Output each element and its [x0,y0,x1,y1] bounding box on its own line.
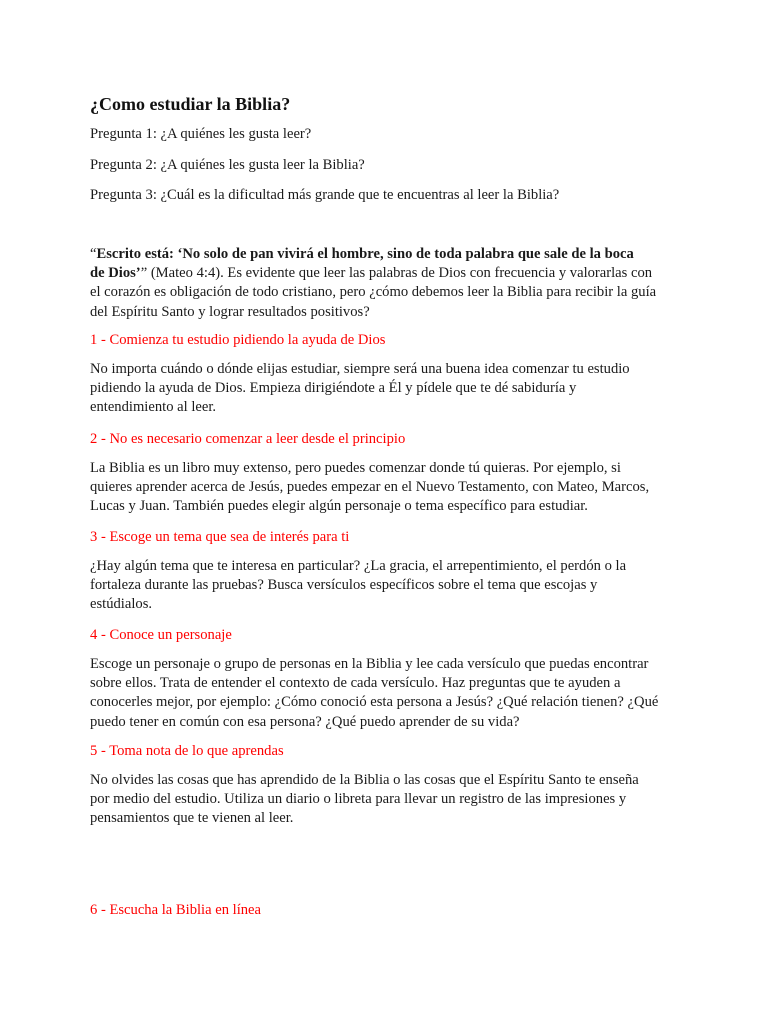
section-1-line: pidiendo la ayuda de Dios. Empieza dirigiéndote a Él y pídele que te dé sabiduría y [90,380,577,397]
section-heading-4: 4 - Conoce un personaje [90,627,232,643]
question-3: Pregunta 3: ¿Cuál es la dificultad más grande que te encuentras al leer la Biblia? [90,187,560,203]
section-4-line: Escoge un personaje o grupo de personas en la Biblia y lee cada versículo que puedas encontrar [90,656,649,672]
intro-line-3: el corazón es obligación de todo cristiano, pero ¿cómo debemos leer la Biblia para recibir la guía [90,284,657,301]
section-4-line: sobre ellos. Trata de entender el contexto de cada versículo. Haz preguntas que te ayuden a [90,675,621,692]
section-body-1 [90,360,680,418]
section-heading-5: 5 - Toma nota de lo que aprendas [90,743,284,759]
section-1-line: entendimiento al leer. [90,399,217,416]
section-2-line: quieres aprender acerca de Jesús, puedes empezar en el Nuevo Testamento, con Mateo, Marcos, [90,479,650,496]
question-2: Pregunta 2: ¿A quiénes les gusta leer la Biblia? [90,157,365,173]
intro-line-4: del Espíritu Santo y lograr resultados positivos? [90,303,370,320]
intro-open-quote: “ [90,246,97,262]
question-1: Pregunta 1: ¿A quiénes les gusta leer? [90,126,312,142]
section-body-3 [90,557,680,615]
intro-quote-bold-1: Escrito está: ‘No solo de pan vivirá el hombre, sino de toda palabra que sale de la boca [96,246,634,262]
intro-line-2-rest: ” (Mateo 4:4). Es evidente que leer las palabras de Dios con frecuencia y valorarlas con [140,265,653,282]
section-heading-2: 2 - No es necesario comenzar a leer desde el principio [90,431,406,447]
intro-line-2 [90,264,680,283]
section-4-line: puedo tener en común con esa persona? ¿Qué puedo aprender de su vida? [90,713,520,730]
section-heading-6: 6 - Escucha la Biblia en línea [90,902,262,918]
section-5-line: por medio del estudio. Utiliza un diario o libreta para llevar un registro de las impresiones y [90,791,627,808]
section-4-line: conocerles mejor, por ejemplo: ¿Cómo conoció esta persona a Jesús? ¿Qué relación tienen? ¿Qué [90,694,659,711]
section-3-line: ¿Hay algún tema que te interesa en particular? ¿La gracia, el arrepentimiento, el perdón o la [90,558,627,574]
section-body-2 [90,459,680,517]
section-2-line: La Biblia es un libro muy extenso, pero puedes comenzar donde tú quieras. Por ejemplo, si [90,460,621,476]
section-3-line: estúdialos. [90,596,153,613]
section-3-line: fortaleza durante las pruebas? Busca versículos específicos sobre el tema que escojas y [90,577,598,594]
page-title: ¿Como estudiar la Biblia? [90,94,291,114]
section-2-line: Lucas y Juan. También puedes elegir algún personaje o tema específico para estudiar. [90,498,588,515]
section-1-line: No importa cuándo o dónde elijas estudiar, siempre será una buena idea comenzar tu estudio [90,361,630,377]
intro-quote-bold-2: de Dios’ [90,265,141,282]
intro-paragraph [90,245,680,322]
section-heading-3: 3 - Escoge un tema que sea de interés para ti [90,529,350,545]
section-body-4 [90,655,680,732]
section-5-line: No olvides las cosas que has aprendido de la Biblia o las cosas que el Espíritu Santo te enseña [90,772,639,788]
intro-line-1 [90,245,680,264]
section-body-5 [90,771,680,829]
section-heading-1: 1 - Comienza tu estudio pidiendo la ayuda de Dios [90,332,386,348]
section-5-line: pensamientos que te vienen al leer. [90,810,294,827]
